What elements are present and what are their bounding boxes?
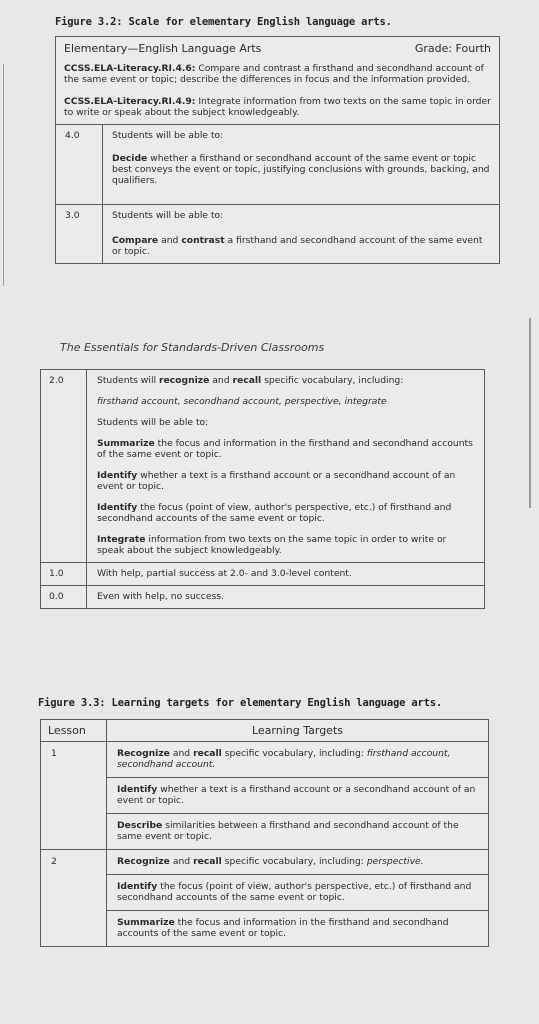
- standard-ri-4-9: [64, 96, 491, 118]
- row-description: With help, partial success at 2.0- and 3.0-level content.: [87, 563, 485, 586]
- target-row: [41, 911, 489, 947]
- row-intro: Students will be able to:: [112, 130, 224, 141]
- scale-continuation-table: [40, 369, 485, 609]
- row-description: Integrate information from two texts on the same topic in order to write or speak about the subject knowledgeably.: [97, 534, 447, 556]
- learning-target: Recognize and recall specific vocabulary, including: firsthand account, secondhand account.: [107, 742, 489, 778]
- page-edge-mark: [529, 318, 531, 508]
- standard-ri-4-6: [64, 63, 491, 85]
- target-row: [41, 814, 489, 850]
- scale-row-2-0: [41, 370, 485, 563]
- target-row: [41, 778, 489, 814]
- row-description: Identify the focus (point of view, author's perspective, etc.) of firsthand and secondhand accounts of the same event or topic.: [97, 502, 452, 524]
- figure-3-3-learning-targets-table: [40, 719, 489, 947]
- score-cell: 3.0: [56, 205, 103, 264]
- lesson-number: 2: [41, 850, 107, 947]
- learning-target: Identify the focus (point of view, author's perspective, etc.) of firsthand and secondhand accounts of the same event or topic.: [107, 875, 489, 911]
- figure-3-2-scale-table: [55, 36, 500, 264]
- row-intro: Students will be able to:: [97, 417, 209, 428]
- standard-text: Integrate information from two texts on the same topic in order to write or speak about the subject knowledgeably.: [64, 96, 491, 118]
- row-description: Summarize the focus and information in the firsthand and secondhand accounts of the same event or topic.: [97, 438, 473, 460]
- score-cell: 1.0: [41, 563, 87, 586]
- standard-code: CCSS.ELA-Literacy.RI.4.9:: [64, 96, 196, 107]
- row-description: Even with help, no success.: [87, 586, 485, 609]
- table-header-row: [41, 720, 489, 742]
- score-cell: 2.0: [41, 370, 87, 563]
- scale-row-1-0: [41, 563, 485, 586]
- score-cell: 4.0: [56, 125, 103, 205]
- scale-row-0-0: [41, 586, 485, 609]
- lesson-number: 1: [41, 742, 107, 850]
- row-description: Decide whether a firsthand or secondhand account of the same event or topic best conveys the event or topic, justifying conclusions with grounds, backing, and qualifiers.: [112, 153, 490, 186]
- learning-target: Summarize the focus and information in the firsthand and secondhand accounts of the same event or topic.: [107, 911, 489, 947]
- grade-label: Grade: Fourth: [414, 42, 491, 55]
- target-row: [41, 850, 489, 875]
- standard-code: CCSS.ELA-Literacy.RI.4.6:: [64, 63, 196, 74]
- header-learning-targets: Learning Targets: [107, 720, 489, 742]
- running-head: The Essentials for Standards-Driven Classrooms: [60, 341, 325, 354]
- scale-row-3-0: [56, 205, 500, 264]
- subject-title: Elementary—English Language Arts: [64, 42, 262, 55]
- row-description: Identify whether a text is a firsthand account or a secondhand account of an event or topic.: [97, 470, 456, 492]
- row-description: Compare and contrast a firsthand and secondhand account of the same event or topic.: [112, 235, 483, 257]
- target-row: [41, 742, 489, 778]
- learning-target: Recognize and recall specific vocabulary, including: perspective.: [107, 850, 489, 875]
- figure-3-3-caption: Figure 3.3: Learning targets for elementary English language arts.: [38, 697, 443, 709]
- row-intro: Students will recognize and recall specific vocabulary, including:: [97, 375, 404, 386]
- vocabulary-list: firsthand account, secondhand account, perspective, integrate: [97, 396, 387, 407]
- row-intro: Students will be able to:: [112, 210, 224, 221]
- learning-target: Describe similarities between a firsthand and secondhand account of the same event or topic.: [107, 814, 489, 850]
- learning-target: Identify whether a text is a firsthand account or a secondhand account of an event or topic.: [107, 778, 489, 814]
- scale-row-4-0: [56, 125, 500, 205]
- figure-3-2-caption: Figure 3.2: Scale for elementary English language arts.: [55, 16, 392, 28]
- target-row: [41, 875, 489, 911]
- header-lesson: Lesson: [41, 720, 107, 742]
- score-cell: 0.0: [41, 586, 87, 609]
- page-edge-mark: [3, 64, 4, 286]
- standard-text: Compare and contrast a firsthand and secondhand account of the same event or topic; describe the differences in focus and the information provided.: [64, 63, 484, 85]
